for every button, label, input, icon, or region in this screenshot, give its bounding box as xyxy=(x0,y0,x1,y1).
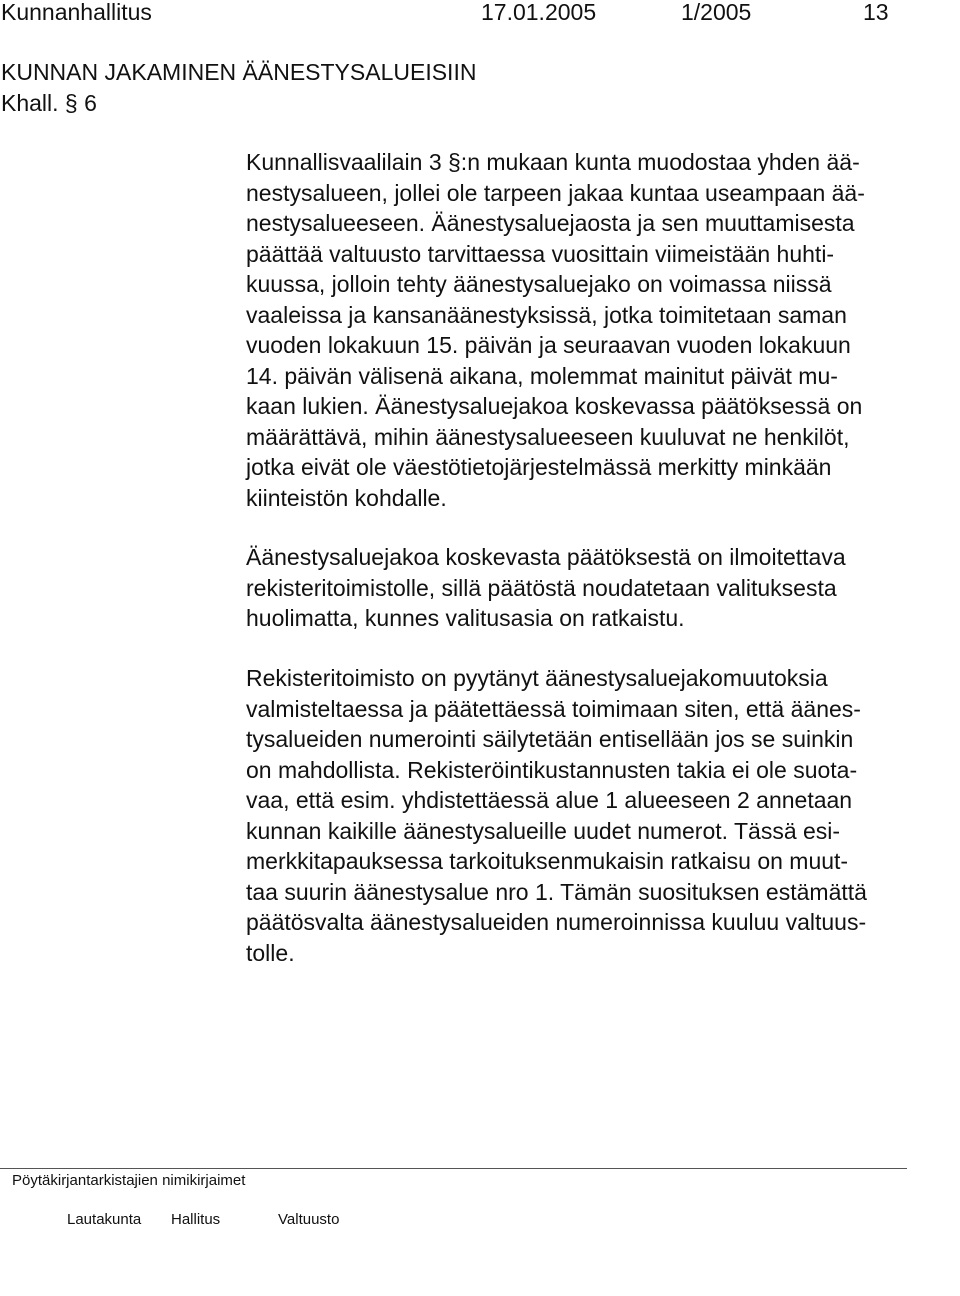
footer-item-valtuusto: Valtuusto xyxy=(278,1211,340,1228)
body-paragraph: Rekisteritoimisto on pyytänyt äänestysaluejakomuutoksia valmisteltaessa ja päätettäessä toimimaan siten, että äänes- tysalueiden numerointi säilytetään entisellään jos se suinkin on mahdollista. Rekisteröintikustannusten takia ei ole suota- vaa, että esim. yhdistettäessä alue 1 alueeseen 2 annetaan kunnan kaikille äänestysalueille uudet numerot. Tässä esi- merkkitapauksessa tarkoituksenmukaisin ratkaisu on muut- taa suurin äänestysalue nro 1. Tämän suosituksen estämättä päätösvalta äänestysalueiden numeroinnissa kuuluu valtuus- tolle. xyxy=(246,665,867,966)
footer-initials-label: Pöytäkirjantarkistajien nimikirjaimet xyxy=(12,1172,246,1189)
body-paragraph: Kunnallisvaalilain 3 §:n mukaan kunta muodostaa yhden ää- nestysalueen, jollei ole tarpeen jakaa kuntaa useampaan ää- nestysalueeseen. Äänestysaluejaosta ja sen muuttamisesta päättää valtuusto tarvittaessa vuosittain viimeistään huhti- kuussa, jolloin tehty äänestysaluejako on voimassa niissä vaaleissa ja kansanäänestyksissä, jotka toimitetaan saman vuoden lokakuun 15. päivän ja seuraavan vuoden lokakuun 14. päivän välisenä aikana, molemmat mainitut päivät mu- kaan lukien. Äänestysaluejakoa koskevassa päätöksessä on määrättävä, mihin äänestysalueeseen kuuluvat ne henkilöt, jotka eivät ole väestötietojärjestelmässä merkitty minkään kiinteistön kohdalle. xyxy=(246,149,865,511)
meeting-number: 1/2005 xyxy=(681,0,752,25)
section-reference: Khall. § 6 xyxy=(1,90,97,116)
footer-item-hallitus: Hallitus xyxy=(171,1211,221,1228)
body-paragraph: Äänestysaluejakoa koskevasta päätöksestä on ilmoitettava rekisteritoimistolle, sillä päätöstä noudatetaan valituksesta huolimatta, kunnes valitusasia on ratkaistu. xyxy=(246,544,846,631)
page-number: 13 xyxy=(863,0,889,25)
footer-item-lautakunta: Lautakunta xyxy=(67,1211,142,1228)
subject-title: KUNNAN JAKAMINEN ÄÄNESTYSALUEISIIN xyxy=(1,59,477,85)
organization-name: Kunnanhallitus xyxy=(1,0,152,25)
meeting-date: 17.01.2005 xyxy=(481,0,597,25)
footer-divider xyxy=(0,1168,907,1169)
